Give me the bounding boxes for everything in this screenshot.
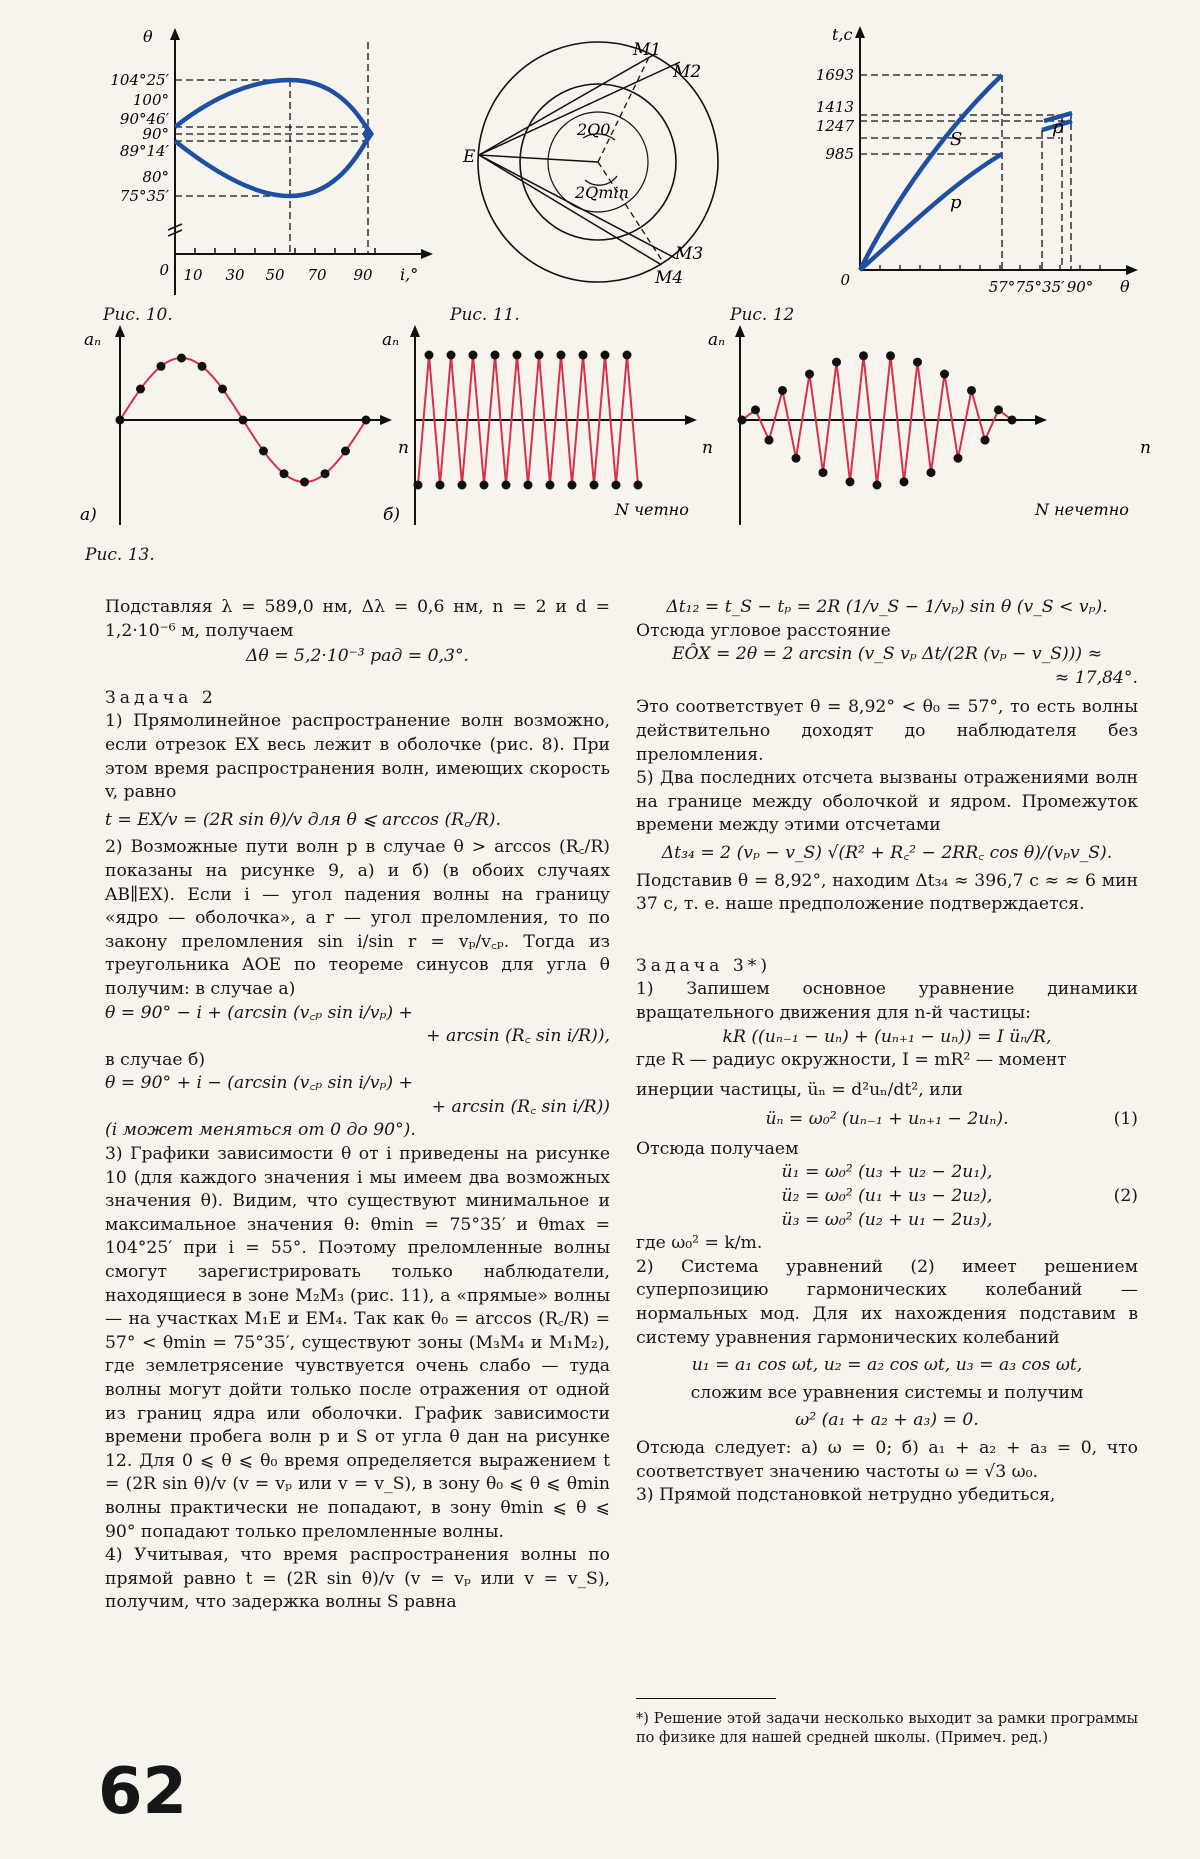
pa-mark-dot [259, 447, 268, 456]
pb-mark-dot [436, 481, 445, 490]
right-column [636, 596, 1138, 1508]
pa-mark-dot [136, 385, 145, 394]
fig10-y-tick: 90° [142, 125, 169, 143]
pb-mark-dot [502, 481, 511, 490]
footnote-rule [636, 1698, 776, 1699]
right-para-7: Подставив θ = 8,92°, находим Δt₃₄ ≈ 396,7 с ≈ ≈ 6 мин 37 с, т. е. наше предположение подтверждается. [636, 870, 1138, 915]
left-eq-9: θ = 90° + i − (arcsin (v꜀ₚ sin i/vₚ) + [105, 1073, 413, 1094]
fig13-caption: Рис. 13. [85, 545, 155, 565]
pa-mark-dot [239, 416, 248, 425]
left-heading-task2: Задача 2 [105, 687, 217, 708]
right-eq-24: ω² (a₁ + a₂ + a₃) = 0. [795, 1410, 979, 1431]
pb-mark-dot [458, 481, 467, 490]
right-eq-18: ü₃ = ω₀² (u₂ + u₁ − 2u₃), [781, 1209, 993, 1230]
pb-mark-dot [623, 351, 632, 360]
right-para-21: 2) Система уравнений (2) имеет решением суперпозицию гармонических колебаний — нормальных мод. Для их нахождения подставим в систему уравнения гармонических колебаний [636, 1256, 1138, 1348]
pb-mark-dot [590, 481, 599, 490]
page-number: 62 [98, 1755, 188, 1829]
pb-mark-dot [557, 351, 566, 360]
right-eq-system-number: (2) [1113, 1186, 1138, 1207]
fig12-caption: Рис. 12 [730, 305, 795, 325]
pa-mark-dot [157, 362, 166, 371]
fig12-y-tick: 1413 [815, 98, 854, 116]
right-eq-0: Δt₁₂ = t_S − tₚ = 2R (1/v_S − 1/vₚ) sin θ (v_S < vₚ). [666, 597, 1108, 617]
pb-mark-dot [634, 481, 643, 490]
pc-mark-dot [751, 405, 760, 414]
fig11-caption: Рис. 11. [450, 305, 520, 325]
fig13-panel-b: б) [383, 505, 401, 525]
fig12-x-axis-label: θ [1120, 277, 1130, 296]
fig12-curve-label-p2: p [1052, 117, 1064, 138]
left-para-13: 4) Учитывая, что время распространения волны по прямой равно t = (2R sin θ)/v (v = vₚ или v = v_S), получим, что задержка волны S равна [105, 1545, 610, 1613]
fig10-caption: Рис. 10. [103, 305, 173, 325]
fig13-label-even: N четно [615, 500, 689, 519]
fig13-n-label-a: n [398, 438, 409, 458]
fig10-y-tick: 104°25′ [110, 71, 169, 89]
right-para-9: 1) Запишем основное уравнение динамики вращательного движения для n-й частицы: [636, 979, 1138, 1023]
fig13-n-label-b: n [702, 438, 713, 458]
left-para-5: 2) Возможные пути волн p в случае θ > arccos (R꜀/R) показаны на рисунке 9, а) и б) (в обоих случаях AB∥EX). Если i — угол падения волны на границу «ядро — оболочка», а r — угол преломления, то по закону преломления sin i/sin r = vₚ/v꜀ₚ. Тогда из треугольника AOE по теореме синусов для угла θ получим: в случае а) [105, 837, 610, 999]
fig10-x-tick: 70 [307, 266, 327, 284]
left-para-0: Подставляя λ = 589,0 нм, Δλ = 0,6 нм, n = 2 и d = 1,2·10⁻⁶ м, получаем [105, 597, 610, 641]
fig11-label-2q0: 2Q0 [577, 120, 611, 139]
pc-mark-dot [738, 416, 747, 425]
pc-mark-dot [832, 358, 841, 367]
right-eq-2: EÔX = 2θ = 2 arcsin (v_S vₚ Δt/(2R (vₚ − v_S))) ≈ [672, 644, 1102, 665]
pc-mark-dot [859, 351, 868, 360]
pa-mark-dot [341, 447, 350, 456]
pc-mark-dot [954, 454, 963, 463]
right-eq-22: u₁ = a₁ cos ωt, u₂ = a₂ cos ωt, u₃ = a₃ cos ωt, [691, 1355, 1083, 1376]
pc-mark-dot [778, 386, 787, 395]
fig10-y-tick: 90°46′ [119, 110, 169, 128]
fig10-y-axis-label: θ [143, 27, 153, 46]
fig10-x-tick: 30 [225, 266, 245, 284]
figure-11 [465, 40, 735, 310]
fig10-x-tick: 50 [265, 266, 285, 284]
pc-mark-dot [967, 386, 976, 395]
figure-10 [95, 20, 435, 305]
pa-mark-dot [116, 416, 125, 425]
fig10-x-tick: 90 [353, 266, 373, 284]
pb-mark-dot [469, 351, 478, 360]
fig13-label-odd: N нечетно [1035, 500, 1129, 519]
right-eq-system [636, 1161, 1138, 1232]
pb-mark-dot [546, 481, 555, 490]
fig10-x-axis-label: i,° [400, 265, 419, 284]
fig11-label-m3: M3 [675, 244, 704, 264]
right-eq-13-number: (1) [1113, 1109, 1138, 1130]
fig11-label-m1: M1 [633, 40, 662, 60]
fig11-label-e: E [463, 147, 476, 167]
pc-mark-dot [981, 436, 990, 445]
left-eq-4: t = EX/v = (2R sin θ)/v для θ ⩽ arccos (R꜀/R). [105, 809, 501, 830]
fig13-panel-a: а) [80, 505, 97, 525]
pb-mark-dot [568, 481, 577, 490]
fig12-y-tick: 1247 [815, 117, 854, 135]
pc-mark-dot [765, 436, 774, 445]
pc-mark-dot [913, 358, 922, 367]
left-eq-6: θ = 90° − i + (arcsin (v꜀ₚ sin i/vₚ) + [105, 1002, 413, 1023]
fig12-x-tick: 57° [988, 278, 1016, 296]
footnote: *) Решение этой задачи несколько выходит за рамки программы по физике для нашей средней школы. (Примеч. ред.) [636, 1711, 1138, 1746]
left-para-11: (i может меняться от 0 до 90°). [105, 1120, 416, 1141]
pb-mark-dot [491, 351, 500, 360]
pa-mark-dot [177, 354, 186, 363]
pc-mark-dot [819, 468, 828, 477]
fig13-axis-label-c: aₙ [708, 330, 726, 350]
pb-mark-dot [447, 351, 456, 360]
fig10-y-tick: 80° [142, 168, 169, 186]
fig13-axis-label-a: aₙ [84, 330, 102, 350]
right-para-15: Отсюда получаем [636, 1138, 799, 1159]
pb-mark-dot [513, 351, 522, 360]
left-eq-1: Δθ = 5,2·10⁻³ рад = 0,3°. [245, 646, 470, 667]
pc-mark-dot [940, 370, 949, 379]
pb-mark-dot [601, 351, 610, 360]
pb-mark-dot [414, 481, 423, 490]
right-eq-16: ü₁ = ω₀² (u₃ + u₂ − 2u₁), [781, 1162, 993, 1183]
fig10-y-tick: 89°14′ [119, 142, 169, 160]
right-para-26: 3) Прямой подстановкой нетрудно убедиться, [636, 1485, 1056, 1506]
pc-mark-dot [927, 468, 936, 477]
pc-mark-dot [994, 405, 1003, 414]
figure-13 [80, 325, 1170, 535]
fig10-x-tick: 10 [183, 266, 203, 284]
right-para-23: сложим все уравнения системы и получим [690, 1382, 1084, 1403]
fig12-y-tick: 0 [840, 271, 850, 289]
pc-mark-dot [792, 454, 801, 463]
pc-mark-dot [900, 477, 909, 486]
right-eq-6: Δt₃₄ = 2 (vₚ − v_S) √(R² + R꜀² − 2RR꜀ cos θ)/(vₚv_S). [661, 842, 1113, 863]
right-eq-13-row [636, 1108, 1138, 1132]
fig10-y-tick: 100° [132, 91, 169, 109]
pa-mark-dot [198, 362, 207, 371]
fig12-y-tick: 985 [825, 145, 854, 163]
pa-mark-dot [300, 478, 309, 487]
pa-mark-dot [218, 385, 227, 394]
fig10-y-tick: 75°35′ [119, 187, 169, 205]
right-eq-13: üₙ = ω₀² (uₙ₋₁ + uₙ₊₁ − 2uₙ). [765, 1109, 1009, 1130]
right-para-4: Это соответствует θ = 8,92° < θ₀ = 57°, то есть волны действительно доходят до наблюдателя без преломления. [636, 697, 1138, 765]
fig11-label-m2: M2 [673, 62, 702, 82]
right-eq-10: kR ((uₙ₋₁ − uₙ) + (uₙ₊₁ − uₙ)) = I üₙ/R, [722, 1026, 1052, 1047]
figure-12 [800, 20, 1145, 305]
left-para-8: в случае б) [105, 1049, 206, 1070]
fig12-x-tick: 90° [1066, 278, 1094, 296]
left-column [105, 596, 610, 1615]
pa-mark-dot [362, 416, 371, 425]
fig12-x-tick: 75°35′ [1015, 278, 1065, 296]
fig13-axis-label-b: aₙ [382, 330, 400, 350]
right-para-20: где ω₀² = k/m. [636, 1233, 763, 1254]
pc-mark-dot [846, 477, 855, 486]
right-eq-3: ≈ 17,84°. [1054, 667, 1138, 688]
right-para-5: 5) Два последних отсчета вызваны отражениями волн на границе между оболочкой и ядром. Промежуток времени между этими отсчетами [636, 768, 1138, 836]
pb-mark-dot [425, 351, 434, 360]
pa-mark-dot [321, 469, 330, 478]
fig12-y-tick: 1693 [815, 66, 854, 84]
right-para-11: где R — радиус окружности, I = mR² — момент [636, 1050, 1067, 1071]
pb-mark-dot [524, 481, 533, 490]
left-eq-7: + arcsin (R꜀ sin i/R)), [426, 1026, 610, 1047]
pc-mark-dot [873, 481, 882, 490]
left-eq-10: + arcsin (R꜀ sin i/R)) [431, 1096, 610, 1117]
right-heading-task3: Задача 3*) [636, 955, 772, 976]
fig13-n-label-c: n [1140, 438, 1151, 458]
pc-mark-dot [805, 370, 814, 379]
pb-mark-dot [480, 481, 489, 490]
pb-mark-dot [535, 351, 544, 360]
right-para-1: Отсюда угловое расстояние [636, 620, 891, 641]
fig12-curve-label-p: p [950, 192, 962, 213]
left-para-3: 1) Прямолинейное распространение волн возможно, если отрезок EX весь лежит в оболочке (рис. 8). При этом время распространения волн, имеющих скорость v, равно [105, 711, 610, 803]
right-eq-17: ü₂ = ω₀² (u₁ + u₃ − 2u₂), [781, 1186, 993, 1207]
right-para-12: инерции частицы, üₙ = d²uₙ/dt², или [636, 1079, 963, 1100]
fig12-curve-label-s: S [950, 129, 963, 150]
pc-mark-dot [1008, 416, 1017, 425]
pb-mark-dot [579, 351, 588, 360]
left-para-12: 3) Графики зависимости θ от i приведены на рисунке 10 (для каждого значения i мы имеем два возможных значения θ). Видим, что существуют минимальное и максимальное значения θ: θmin = 75°35′ и θmax = 104°25′ при i = 55°. Поэтому преломленные волны смогут зарегистрировать только наблюдатели, находящиеся в зоне M₂M₃ (рис. 11), а «прямые» волны — на участках M₁E и EM₄. Так как θ₀ = arccos (R꜀/R) = 57° < θmin = 75°35′, существуют зоны (M₃M₄ и M₁M₂), где землетрясение чувствуется очень слабо — туда волны могут дойти только после отражения от одной из границ ядра или оболочки. График зависимости времени пробега волн p и S от угла θ дан на рисунке 12. Для 0 ⩽ θ ⩽ θ₀ время определяется выражением t = (2R sin θ)/v (v = vₚ или v = v_S), в зону θ₀ ⩽ θ ⩽ θmin волны практически не попадают, в зону θmin ⩽ θ ⩽ 90° попадают только преломленные волны. [105, 1144, 610, 1542]
pc-mark-dot [886, 351, 895, 360]
pb-mark-dot [612, 481, 621, 490]
pa-mark-dot [280, 469, 289, 478]
fig12-y-axis-label: t,c [832, 25, 853, 44]
right-para-25: Отсюда следует: а) ω = 0; б) a₁ + a₂ + a₃ = 0, что соответствует значению частоты ω = √3 ω₀. [636, 1438, 1138, 1482]
fig11-label-2qmin: 2Qmin [575, 183, 629, 202]
fig11-label-m4: M4 [655, 268, 684, 288]
fig10-x-tick: 0 [159, 261, 169, 279]
